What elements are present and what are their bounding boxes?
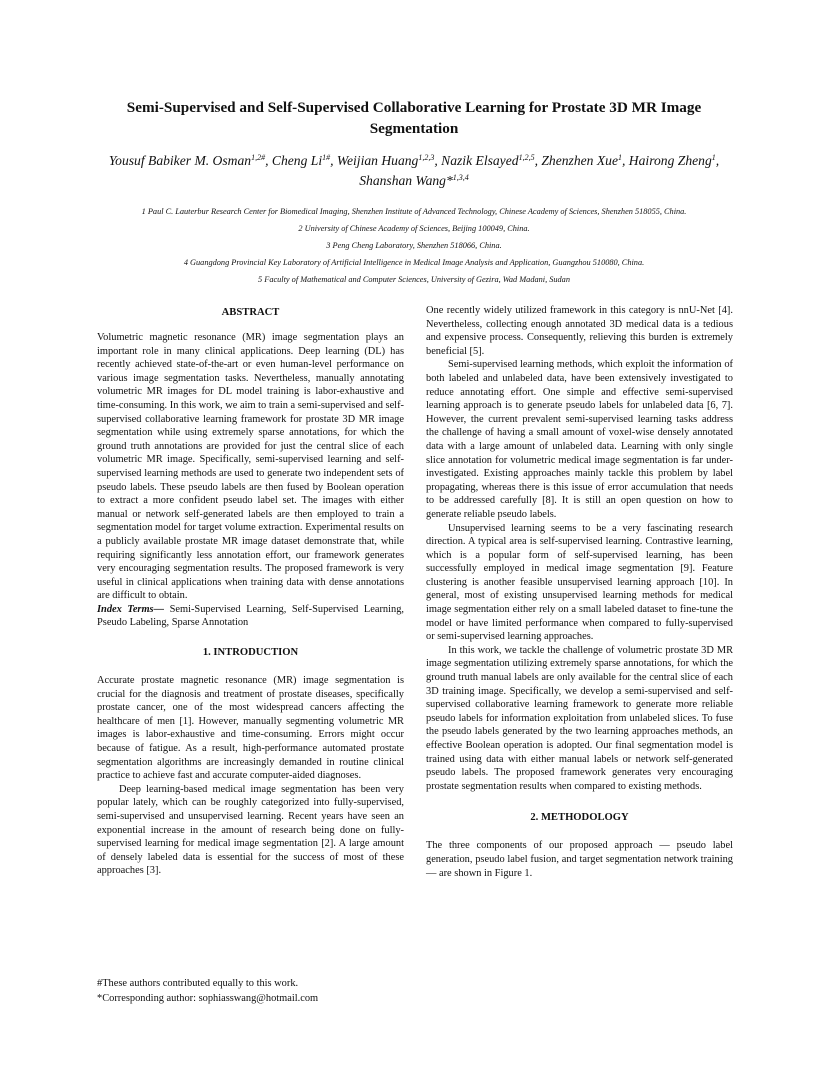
corresponding-author-note: *Corresponding author: sophiasswang@hotmail.com [97,993,319,1004]
index-terms [97,603,404,630]
author: Hairong Zheng$^1$ [628,153,716,168]
methodology-heading: 2. METHODOLOGY [530,812,629,824]
author: Yousuf Babiker M. Osman$^{1,2\#}$ [108,153,266,168]
paragraph: Unsupervised learning seems to be a very fascinating research direction. A typical area is self-supervised learning. Contrastive learning, which is a popular form of self-supervised learning, has been successfully employed in medical image segmentation [9]. Feature clustering is another feasible unsupervised learning approach [10]. In general, most of existing unsupervised learning methods for medical image segmentation either rely on a small labeled dataset to fine-tune the model or have limited performance when compared to fully-supervised or semi-supervised learning approaches. [426,522,733,643]
paragraph: Accurate prostate magnetic resonance (MR) image segmentation is crucial for the diagnosis and treatment of prostate diseases, specifically prostate cancer, one of the most widespread cancers affecting the healthcare of men [1]. However, manually segmenting volumetric MR images is labor-exhaustive and time-consuming. Errors might occur because of fatigue. As a result, high-performance automated prostate segmentation algorithms are increasingly demanded in routine clinical practice to achieve fast and accurate computer-aided diagnoses. [97,675,404,782]
author: Cheng $Li^{1\#}$ [271,153,331,168]
author-list: Yousuf Babiker M. Osman$^{1,2\#}$, Cheng $Li^{1\#}$, Weijian Huang$^{1,2,3}$, Nazik Elsayed$^{1,2,5}$, Zhenzhen Xue$^1$, Hairong Zheng$^1$, Shanshan Wang*$^{1,3,4}$ [108,153,720,188]
left-column [97,306,404,878]
author: Nazik Elsayed$^{1,2,5}$ [441,153,535,168]
paragraph: One recently widely utilized framework in this category is nnU-Net [4]. Nevertheless, collecting enough annotated 3D medical data is a tedious and expensive process. Consequently, relieving this burden is extremely beneficial [5]. [426,305,733,357]
abstract-heading: ABSTRACT [221,307,280,318]
affiliation-list [70,205,758,290]
affiliation: 1 Paul C. Lauterbur Research Center for Biomedical Imaging, Shenzhen Institute of Advanced Technology, Chinese Academy of Sciences, Shenzhen 518055, China. [141,207,687,216]
paragraph: In this work, we tackle the challenge of volumetric prostate 3D MR image segmentation utilizing extremely sparse annotations, for which the ground truth manual labels are only available for the central slice of each 3D training image. Specifically, we develop a semi-supervised and self-supervised collaborative learning framework to generate more reliable pseudo labels for information exploitation from unlabeled slices. To fuse the pseudo labels generated by the two learning approaches methods, an effective Boolean operation is adopted. Our final segmentation model is trained using data with either manual labels or network self-generated pseudo labels. The proposed framework generates very encouraging prostate segmentation results when compared to existing methods. [426,644,733,792]
abstract-text: Volumetric magnetic resonance (MR) image segmentation plays an important role in many clinical applications. Deep learning (DL) has recently achieved state-of-the-art or even human-level performance on various image segmentation tasks. Nevertheless, manually annotating volumetric MR images for DL model training is labor-exhaustive and time-consuming. In this work, we aim to train a semi-supervised and self-supervised collaborative learning framework for prostate 3D MR image segmentation while using extremely sparse annotations, for which the ground truth annotations are provided for just the central slice of each volumetric MR image. Specifically, semi-supervised learning and self-supervised learning methods are used to generate two independent sets of pseudo labels. These pseudo labels are then fused by Boolean operation to extract a more confident pseudo label set. The images with either manual or network self-generated labels are then employed to train a segmentation model for target volume extraction. Experimental results on a publicly available prostate MR image dataset demonstrate that, while requiring significantly less annotation effort, our framework generates very encouraging segmentation results. The proposed framework is very useful in clinical applications when training data with dense annotations are difficult to obtain. [97,332,404,602]
paragraph: The three components of our proposed approach — pseudo label generation, pseudo label fusion, and target segmentation network training — are shown in Figure 1. [426,840,733,879]
index-terms-label: Index Terms— [97,603,164,615]
paragraph: Semi-supervised learning methods, which exploit the information of both labeled and unlabeled data, have been extensively investigated to reduce annotating effort. One simple and effective semi-supervised learning approach is to generate pseudo labels for unlabeled data [6, 7]. However, the current prevalent semi-supervised learning tasks address the challenge of having a small amount of voxel-wise densely annotated data with a large amount of unlabeled data. Learning with only single slice annotation for volumetric medical image segmentation is far under-investigated. Existing approaches mainly tackle this problem by label propagating, whereas there is this issue of error accumulation that needs to be addressed carefully [8]. It is still an open question on how to generate reliable pseudo labels. [426,359,733,520]
author: Shanshan Wang*$^{1,3,4}$ [359,173,469,188]
right-column [426,304,733,880]
author: Weijian Huang$^{1,2,3}$ [336,153,435,168]
equal-contribution-note: #These authors contributed equally to this work. [97,978,299,989]
affiliation: 5 Faculty of Mathematical and Computer Sciences, University of Gezira, Wad Madani, Sudan [258,275,570,284]
footnotes [97,976,417,1006]
index-terms-text: Semi-Supervised Learning, Self-Supervised Learning, Pseudo Labeling, Sparse Annotation [97,603,404,629]
paper-title: Semi-Supervised and Self-Supervised Collaborative Learning for Prostate 3D MR Image Segmentation [126,99,702,137]
affiliation: 4 Guangdong Provincial Key Laboratory of Artificial Intelligence in Medical Image Analysis and Application, Guangzhou 510080, China. [183,258,645,267]
affiliation: 3 Peng Cheng Laboratory, Shenzhen 518066, China. [326,241,502,250]
introduction-heading: 1. INTRODUCTION [202,647,299,659]
paragraph: Deep learning-based medical image segmentation has been very popular lately, which can be roughly categorized into fully-supervised, semi-supervised and unsupervised learning. Recent years have seen an exponential increase in the amount of research being done on fully-supervised learning for medical image segmentation [2]. A large amount of densely labeled data is essential for the success of most of these approaches [3]. [97,783,404,877]
author: Zhenzhen Xue$^1$ [541,153,622,168]
affiliation: 2 University of Chinese Academy of Sciences, Beijing 100049, China. [298,224,530,233]
